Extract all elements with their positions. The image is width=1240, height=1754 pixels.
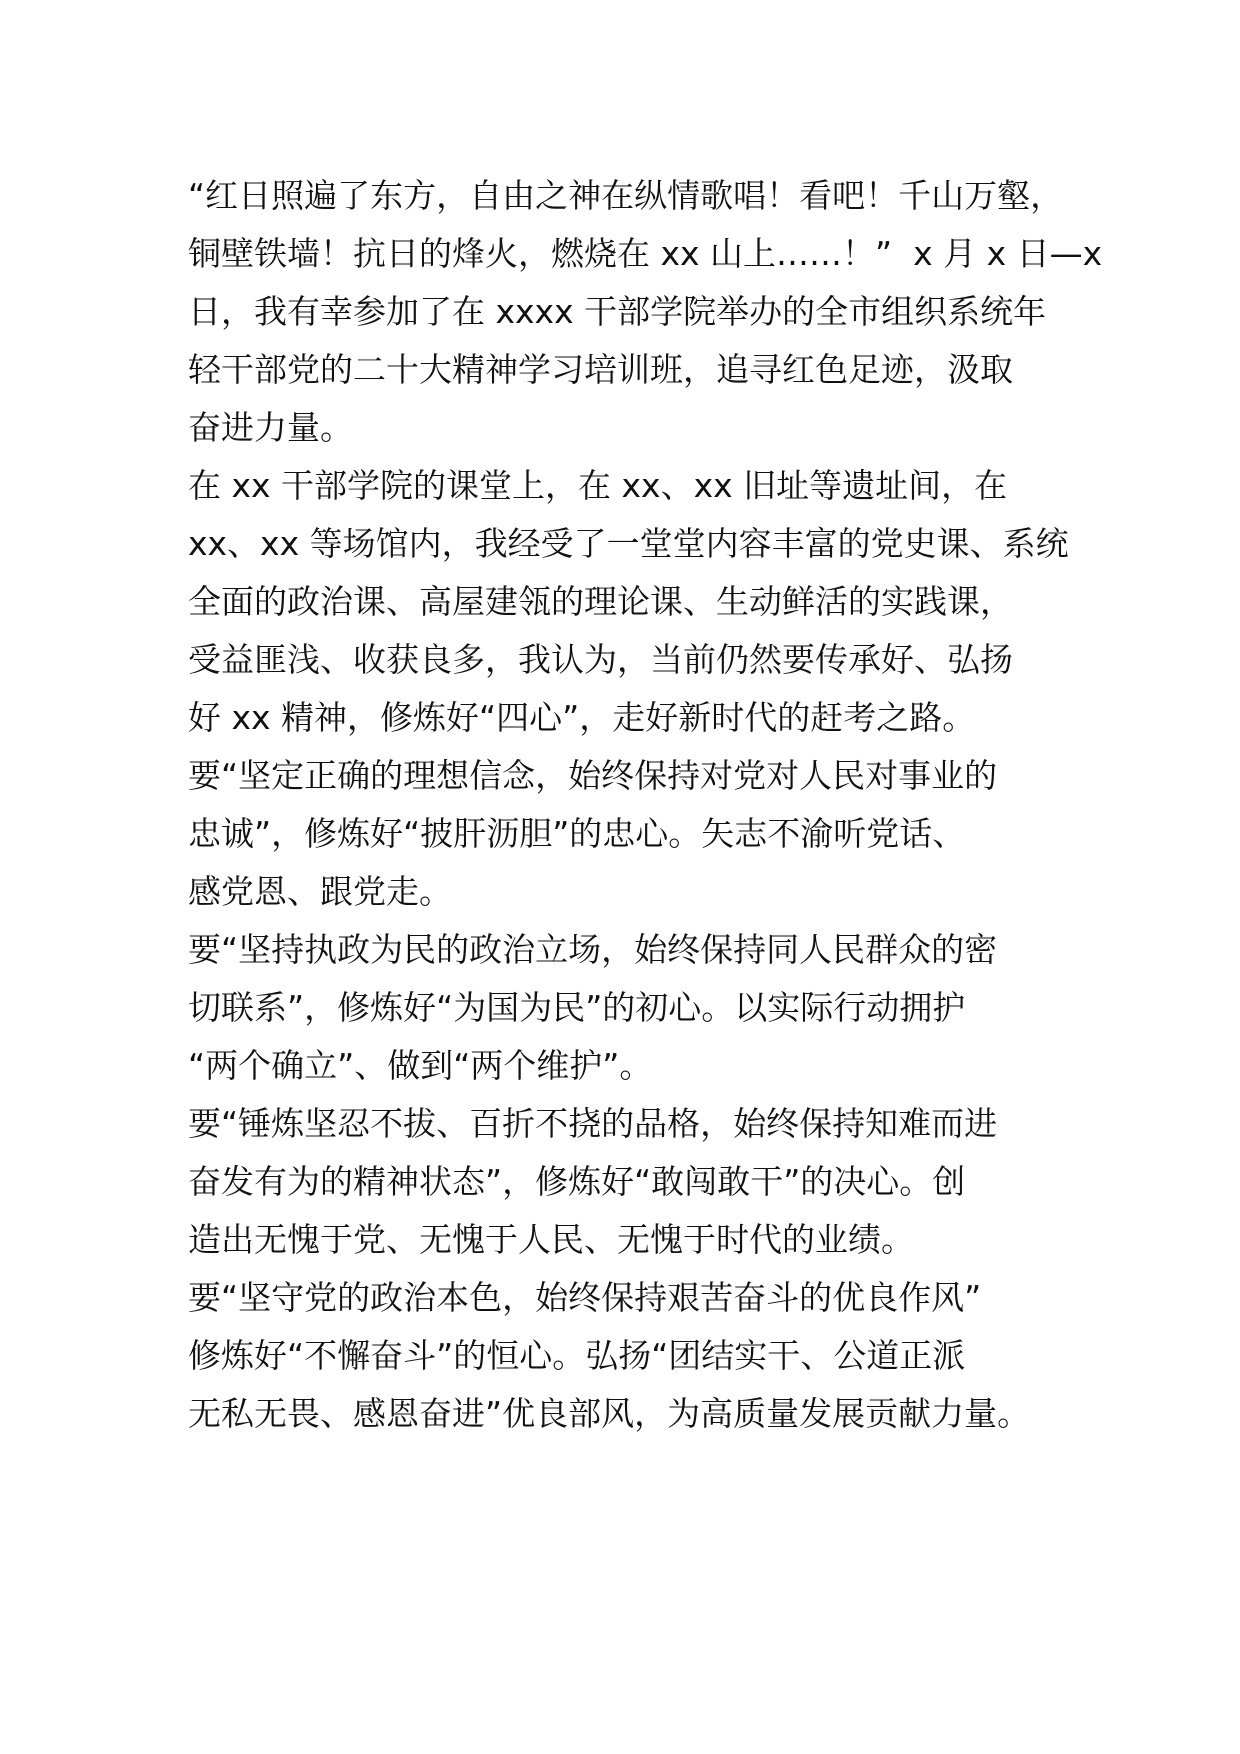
text-line: xx、xx 等场馆内，我经受了一堂堂内容丰富的党史课、系统	[188, 524, 1069, 563]
text-line: 在 xx 干部学院的课堂上，在 xx、xx 旧址等遗址间，在	[188, 466, 1008, 505]
text-line: 奋进力量。	[188, 408, 353, 447]
text-line: 全面的政治课、高屋建瓴的理论课、生动鲜活的实践课，	[188, 582, 1013, 621]
text-line: 要“坚守党的政治本色，始终保持艰苦奋斗的优良作风”	[188, 1278, 982, 1317]
text-line: 轻干部党的二十大精神学习培训班，追寻红色足迹，汲取	[188, 350, 1013, 389]
text-line: 无私无畏、感恩奋进”优良部风，为高质量发展贡献力量。	[188, 1394, 1031, 1433]
text-line: 要“坚持执政为民的政治立场，始终保持同人民群众的密	[188, 930, 998, 969]
text-line: 修炼好“不懈奋斗”的恒心。弘扬“团结实干、公道正派	[188, 1336, 966, 1375]
text-line: 受益匪浅、收获良多，我认为，当前仍然要传承好、弘扬	[188, 640, 1013, 679]
text-line: 切联系”，修炼好“为国为民”的初心。以实际行动拥护	[188, 988, 966, 1027]
text-line: 要“锤炼坚忍不拔、百折不挠的品格，始终保持知难而进	[188, 1104, 998, 1143]
text-line: “两个确立”、做到“两个维护”。	[188, 1046, 653, 1085]
text-line: 好 xx 精神，修炼好“四心”，走好新时代的赶考之路。	[188, 698, 976, 737]
text-line: “红日照遍了东方，自由之神在纵情歌唱！看吧！千山万壑，	[188, 176, 1064, 215]
text-line: 铜壁铁墙！抗日的烽火，燃烧在 xx 山上……！” x 月 x 日—x	[188, 234, 1103, 273]
text-line: 感党恩、跟党走。	[188, 872, 452, 911]
text-line: 造出无愧于党、无愧于人民、无愧于时代的业绩。	[188, 1220, 914, 1259]
text-line: 忠诚”，修炼好“披肝沥胆”的忠心。矢志不渝听党话、	[188, 814, 966, 853]
text-line: 奋发有为的精神状态”，修炼好“敢闯敢干”的决心。创	[188, 1162, 966, 1201]
text-line: 日，我有幸参加了在 xxxx 干部学院举办的全市组织系统年	[188, 292, 1047, 331]
text-line: 要“坚定正确的理想信念，始终保持对党对人民对事业的	[188, 756, 998, 795]
